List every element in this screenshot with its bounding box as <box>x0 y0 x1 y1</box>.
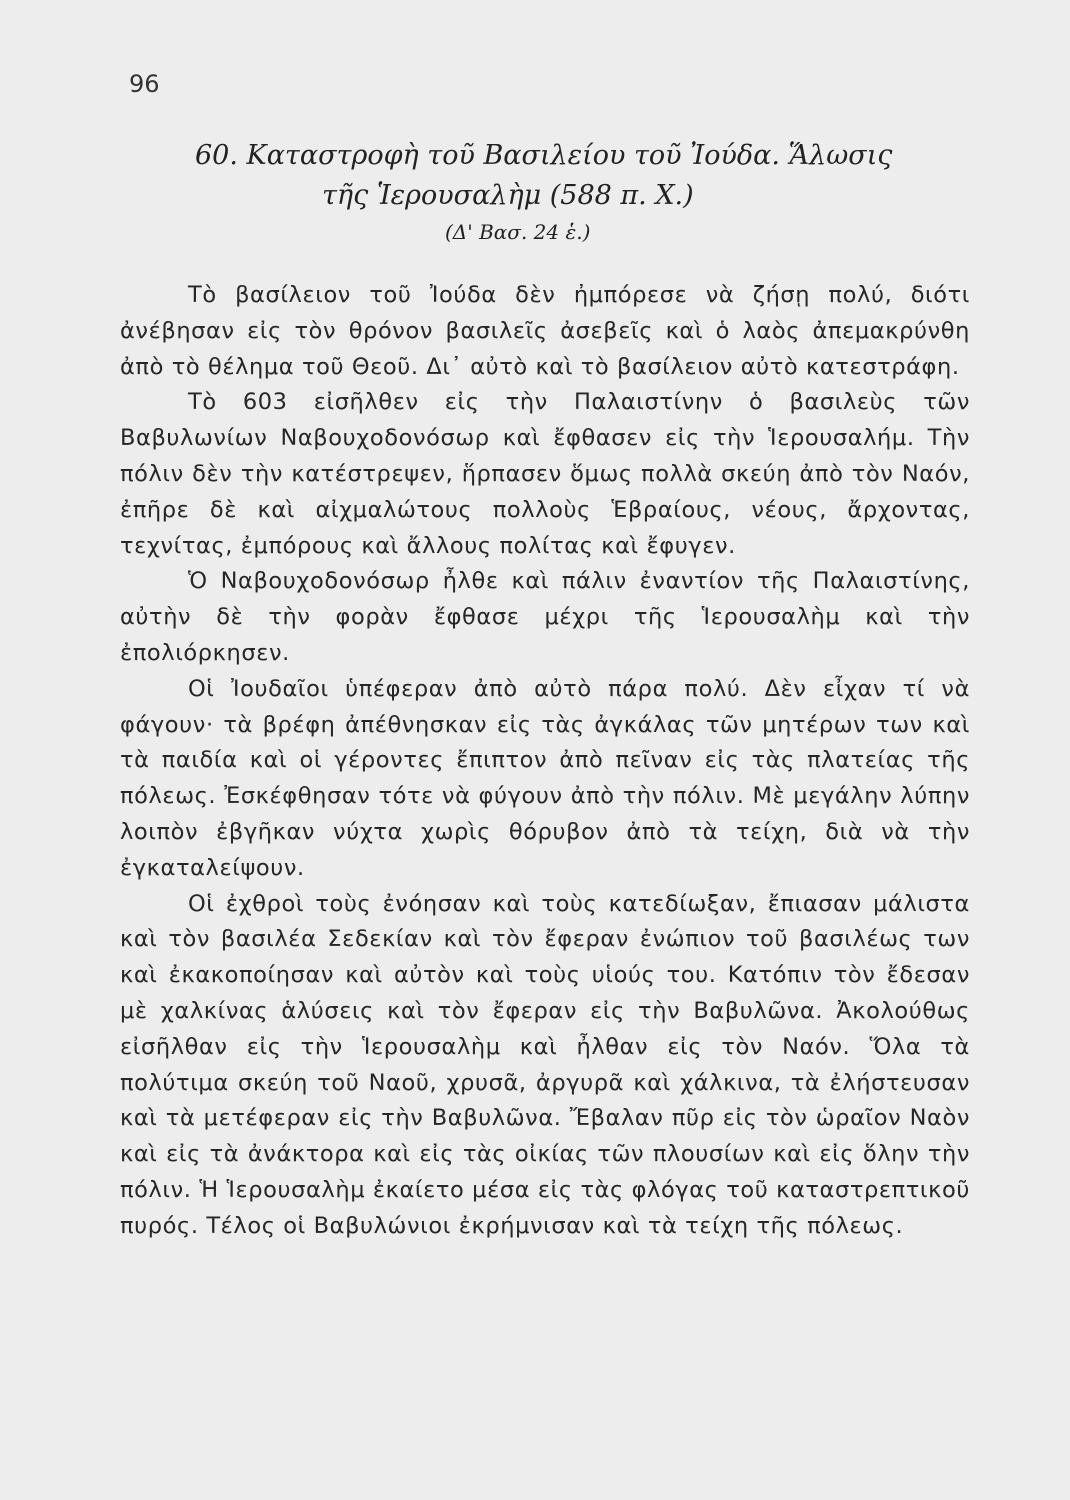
scripture-reference: (Δ' Βασ. 24 ἑ.) <box>445 220 591 244</box>
chapter-title-line-2: τῆς Ἱερουσαλὴμ (588 π. Χ.) <box>322 180 694 211</box>
paragraph: Τὸ 603 εἰσῆλθεν εἰς τὴν Παλαιστίνην ὁ βασιλεὺς τῶν Βαβυλωνίων Ναβουχοδονόσωρ καὶ ἔφθασεν εἰς τὴν Ἱερουσαλήμ. Τὴν πόλιν δὲν τὴν κατέστρεψεν, ἥρπασεν ὅμως πολλὰ σκεύη ἀπὸ τὸν Ναόν, ἐπῆρε δὲ καὶ αἰχμαλώτους πολλοὺς Ἑβραίους, νέους, ἄρχοντας, τεχνίτας, ἐμπόρους καὶ ἄλλους πολίτας καὶ ἔφυγεν. <box>120 389 970 559</box>
page-number: 96 <box>129 70 160 98</box>
chapter-heading <box>195 136 955 248</box>
paragraph: Οἱ ἐχθροὶ τοὺς ἐνόησαν καὶ τοὺς κατεδίωξαν, ἔπιασαν μάλιστα καὶ τὸν βασιλέα Σεδεκίαν καὶ τὸν ἔφεραν ἐνώπιον τοῦ βασιλέως των καὶ ἐκακοποίησαν καὶ αὐτὸν καὶ τοὺς υἱούς του. Κατόπιν τὸν ἔδεσαν μὲ χαλκίνας ἁλύσεις καὶ τὸν ἔφεραν εἰς τὴν Βαβυλῶνα. Ἀκολούθως εἰσῆλθαν εἰς τὴν Ἱερουσαλὴμ καὶ ἦλθαν εἰς τὸν Ναόν. Ὅλα τὰ πολύτιμα σκεύη τοῦ Ναοῦ, χρυσᾶ, ἀργυρᾶ καὶ χάλκινα, τὰ ἐλήστευσαν καὶ τὰ μετέφεραν εἰς τὴν Βαβυλῶνα. Ἔβαλαν πῦρ εἰς τὸν ὡραῖον Ναὸν καὶ εἰς τὰ ἀνάκτορα καὶ εἰς τὰς οἰκίας τῶν πλουσίων καὶ εἰς ὅλην τὴν πόλιν. Ἡ Ἱερουσαλὴμ ἐκαίετο μέσα εἰς τὰς φλόγας τοῦ καταστρεπτικοῦ πυρός. Τέλος οἱ Βαβυλώνιοι ἐκρήμνισαν καὶ τὰ τείχη τῆς πόλεως. <box>120 890 970 1239</box>
paragraph: Τὸ βασίλειον τοῦ Ἰούδα δὲν ἠμπόρεσε νὰ ζήσῃ πολύ, διότι ἀνέβησαν εἰς τὸν θρόνον βασιλεῖς ἀσεβεῖς καὶ ὁ λαὸς ἀπεμακρύνθη ἀπὸ τὸ θέλημα τοῦ Θεοῦ. Δι᾽ αὐτὸ καὶ τὸ βασίλειον αὐτὸ κατεστράφη. <box>120 282 970 380</box>
body-text <box>120 278 970 1245</box>
paragraph: Οἱ Ἰουδαῖοι ὑπέφεραν ἀπὸ αὐτὸ πάρα πολύ. Δὲν εἶχαν τί νὰ φάγουν· τὰ βρέφη ἀπέθνησκαν εἰς τὰς ἀγκάλας τῶν μητέρων των καὶ τὰ παιδία καὶ οἱ γέροντες ἔπιπτον ἀπὸ πεῖναν εἰς τὰς πλατείας τῆς πόλεως. Ἐσκέφθησαν τότε νὰ φύγουν ἀπὸ τὴν πόλιν. Μὲ μεγάλην λύπην λοιπὸν ἐβγῆκαν νύχτα χωρὶς θόρυβον ἀπὸ τὰ τείχη, διὰ νὰ τὴν ἐγκαταλείψουν. <box>120 675 970 881</box>
chapter-title-line-1: 60. Καταστροφὴ τοῦ Βασιλείου τοῦ Ἰούδα. Ἅλωσις <box>195 140 893 171</box>
paragraph: Ὁ Ναβουχοδονόσωρ ἦλθε καὶ πάλιν ἐναντίον τῆς Παλαιστίνης, αὐτὴν δὲ τὴν φορὰν ἔφθασε μέχρι τῆς Ἱερουσαλὴμ καὶ τὴν ἐπολιόρκησεν. <box>120 568 970 666</box>
